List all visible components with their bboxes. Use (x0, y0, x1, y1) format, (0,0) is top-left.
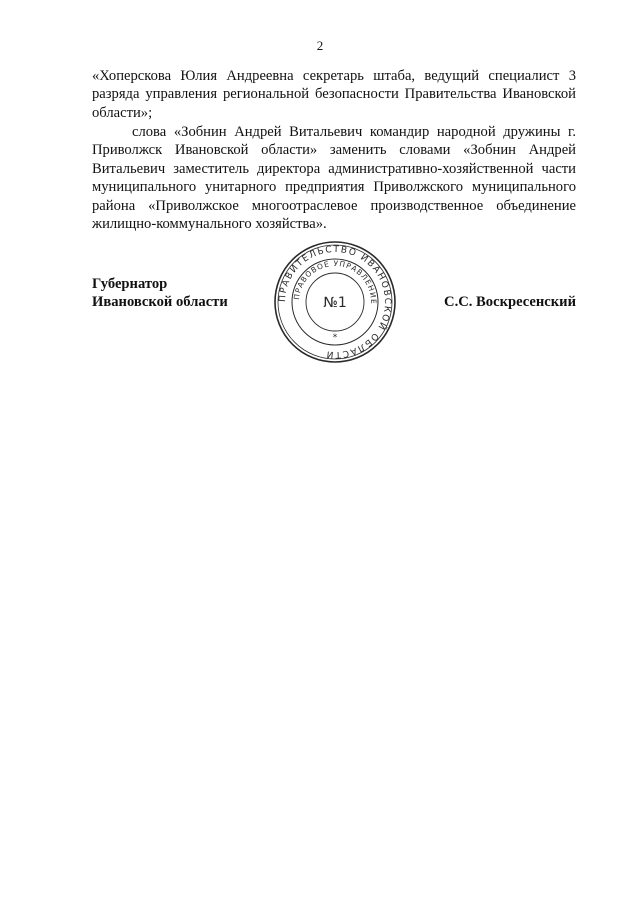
signatory-position (92, 275, 228, 312)
signatory-position-line-1: Губернатор (92, 276, 168, 292)
page-number: 2 (316, 38, 324, 53)
paragraph-1: «Хоперскова Юлия Андреевна секретарь штаба, ведущий специалист 3 разряда управления региональной безопасности Правительства Ивановской области»; (92, 68, 576, 121)
seal-outer-text: ПРАВИТЕЛЬСТВО ИВАНОВСКОЙ ОБЛАСТИ (277, 244, 393, 360)
seal-inner-text: ПРАВОВОЕ УПРАВЛЕНИЕ (291, 258, 379, 305)
paragraph-2: слова «Зобнин Андрей Витальевич командир народной дружины г. Приволжск Ивановской области» заменить словами «Зобнин Андрей Витальевич заместитель директора административно-хозяйственной части муниципального унитарного предприятия Приволжского муниципального района «Приволжское многоотраслевое производственное объединение жилищно-коммунального хозяйства». (92, 124, 576, 233)
seal-star: * (332, 333, 338, 343)
signatory-position-line-2: Ивановской области (92, 294, 228, 311)
seal-number: №1 (323, 295, 347, 311)
signatory-name: С.С. Воскресенский (444, 294, 576, 310)
official-seal (272, 239, 398, 365)
